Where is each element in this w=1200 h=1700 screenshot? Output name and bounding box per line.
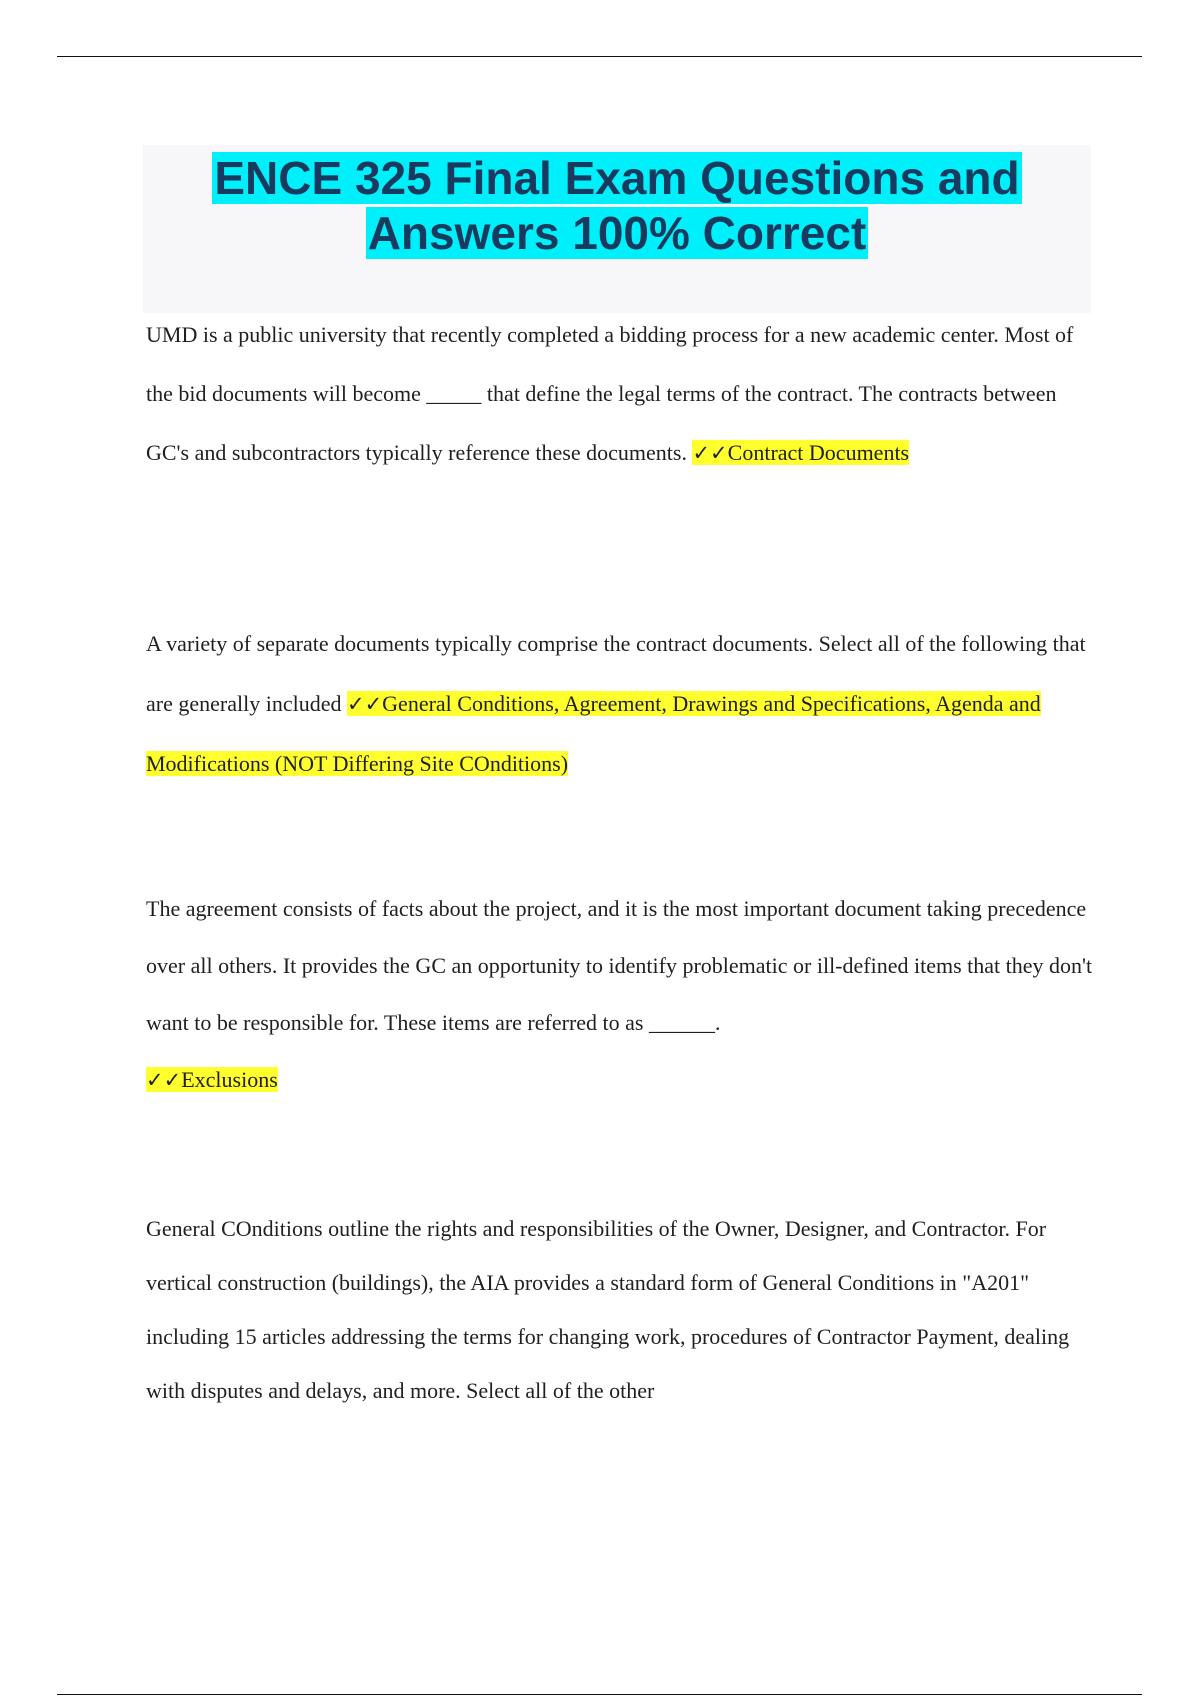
double-check-icon: ✓✓ — [692, 441, 728, 465]
qa-item — [146, 614, 1096, 794]
answer-text: Contract Documents — [727, 440, 910, 465]
document-title-line-2: Answers 100% Correct — [367, 207, 867, 259]
double-check-icon: ✓✓ — [146, 1068, 182, 1092]
question-text: The agreement consists of facts about the project, and it is the most important document taking precedence over all others. It provides the GC an opportunity to identify problematic or ill-defined items that they don't want to be responsible for. These items are referred to as ______. — [146, 896, 1093, 1035]
answer-highlight — [692, 440, 909, 465]
answer-text: General Conditions, Agreement, Drawings and Specifications, Agenda and Modifications (NOT Differing Site COnditions) — [146, 691, 1041, 776]
qa-item — [146, 1202, 1096, 1418]
document-title-line-1: ENCE 325 Final Exam Questions and — [214, 152, 1020, 204]
question-text: A variety of separate documents typically comprise the contract documents. Select all of the following that are generally included — [146, 631, 1086, 716]
answer-highlight — [146, 1067, 278, 1092]
title-block — [143, 145, 1091, 313]
answer-text: Exclusions — [181, 1067, 278, 1092]
question-text: General COnditions outline the rights and responsibilities of the Owner, Designer, and Contractor. For vertical construction (buildings), the AIA provides a standard form of General Conditions in "A201" including 15 articles addressing the terms for changing work, procedures of Contractor Payment, dealing with disputes and delays, and more. Select all of the other — [146, 1216, 1070, 1403]
footer-rule — [57, 1694, 1142, 1695]
double-check-icon: ✓✓ — [346, 692, 383, 716]
header-rule — [57, 56, 1142, 57]
question-text: UMD is a public university that recently completed a bidding process for a new academic center. Most of the bid documents will become _____ that define the legal terms of the contract. The contracts between GC's and subcontractors typically reference these documents. — [146, 322, 1074, 465]
qa-item — [146, 305, 1096, 483]
qa-item — [146, 880, 1096, 1109]
